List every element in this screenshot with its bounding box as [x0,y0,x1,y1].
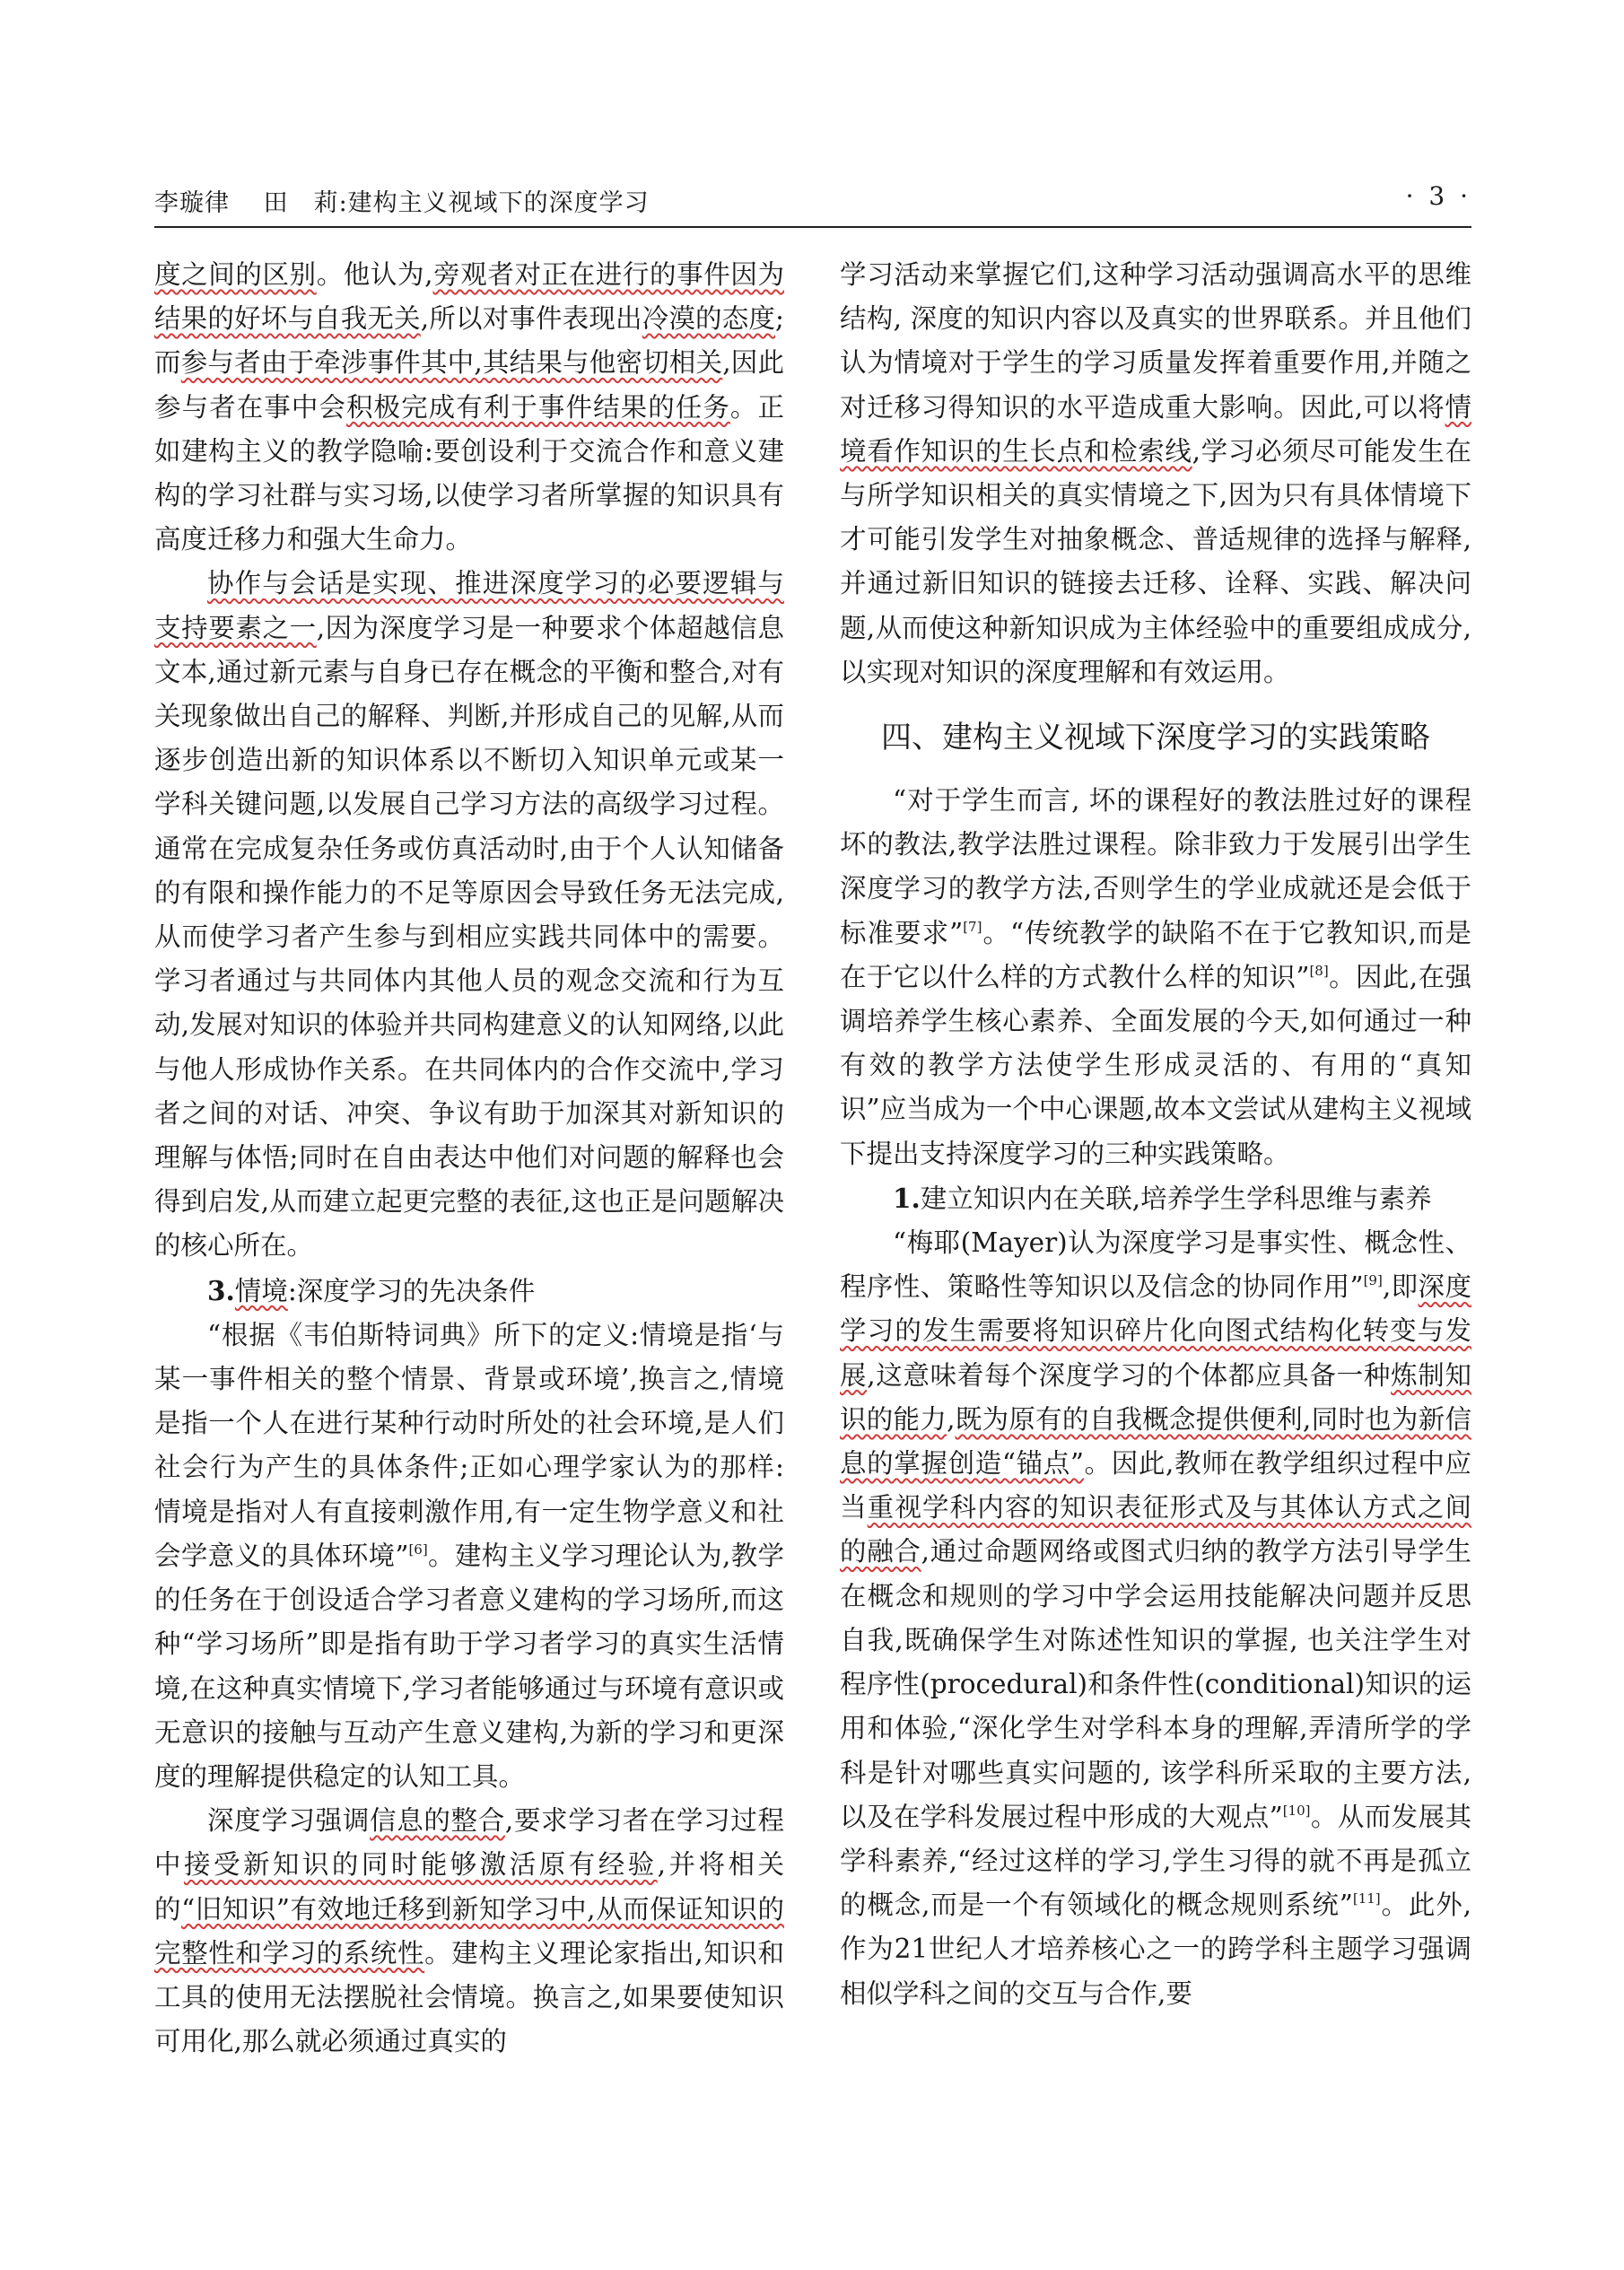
text-run: ,因此参与者在事中会 [154,347,784,423]
subsection-keyword: 情境 [234,1275,288,1306]
header-authors-title: 李璇律 田 莉:建构主义视域下的深度学习 [154,189,650,217]
underlined-text: 积极完成有利于事件结果的任务 [345,391,730,423]
underlined-text: 参与者由于牵涉事件其中,其结果与他密切相关 [180,347,723,379]
underlined-text: 旁观者对正在进行的事件因为结果的好坏与自我无关 [154,259,784,335]
text-run: 深度学习强调 [207,1805,371,1837]
text-run: ,通过命题网络或图式归纳的教学方法引导学生在概念和规则的学习中学会运用技能解决问题并反思自我,既确保学生对陈述性知识的掌握, 也关注学生对程序性(procedural)和条件性(conditional)知识的运用和体验,“深化学生对学科本身的理解,弄清所学的学科是针对哪些真实问题的, 该学科所采取的主要方法,以及在学科发展过程中形成的大观点” [840,1536,1471,1832]
text-run: ,因为深度学习是一种要求个体超越信息文本,通过新元素与自身已存在概念的平衡和整合,对有关现象做出自己的解释、判断,并形成自己的见解,从而逐步创造出新的知识体系以不断切入知识单元或某一学科关键问题,以发展自己学习方法的高级学习过程。通常在完成复杂任务或仿真活动时,由于个人认知储备的有限和操作能力的不足等原因会导致任务无法完成,从而使学习者产生参与到相应实践共同体中的需要。学习者通过与共同体内其他人员的观念交流和行为互动,发展对知识的体验并共同构建意义的认知网络,以此与他人形成协作关系。在共同体内的合作交流中,学习者之间的对话、冲突、争议有助于加深其对新知识的理解与体悟;同时在自由表达中他们对问题的解释也会得到启发,从而建立起更完整的表征,这也正是问题解决的核心所在。 [154,612,784,1262]
citation: [9] [1363,1272,1383,1289]
text-run: , [947,1403,956,1435]
text-run: “梅耶(Mayer)认为深度学习是事实性、概念性、程序性、策略性等知识以及信念的协同作用” [840,1227,1471,1303]
paragraph [154,1799,784,2064]
text-run: ;而 [154,303,784,379]
citation: [11] [1352,1890,1381,1908]
right-column [840,253,1471,2016]
paragraph [154,562,784,1268]
text-run: 。建构主义理论家指出,知识和工具的使用无法摆脱社会情境。换言之,如果要使知识可用化,那么就必须通过真实的 [154,1937,784,2057]
paragraph: “根据《韦伯斯特词典》所下的定义:情境是指‘与某一事件相关的整个情景、背景或环境’,换言之,情境是指一个人在进行某种行动时所处的社会环境,是人们社会行为产生的具体条件;正如心理学家认为的那样: 情境是指对人有直接刺激作用,有一定生物学意义和社会学意义的具体环境”[6]。建构主义学习理论认为,教学的任务在于创设适合学习者意义建构的学习场所,而这种“学习场所”即是指有助于学习者学习的真实生活情境,在这种真实情境下,学习者能够通过与环境有意识或无意识的接触与互动产生意义建构,为新的学习和更深度的理解提供稳定的认知工具。 [154,1319,784,1792]
underlined-text: 度之间的区别 [154,259,317,290]
text-run: ,这意味着每个深度学习的个体都应具备一种 [867,1359,1392,1391]
subsection-heading [154,1269,784,1314]
text-run: ,要求学习者在学习过程中 [154,1805,784,1881]
text-run: ,即 [1382,1271,1419,1303]
text-run: 。此外,作为21世纪人才培养核心之一的跨学科主题学习强调相似学科之间的交互与合作,要 [840,1890,1471,2009]
subsection-title: 建立知识内在关联,培养学生学科思维与素养 [920,1183,1432,1214]
text-run: ,学习必须尽可能发生在与所学知识相关的真实情境之下,因为只有具体情境下才可能引发学生对抽象概念、普适规律的选择与解释,并通过新旧知识的链接去迁移、诠释、实践、解决问题,从而使这种新知识成为主体经验中的重要组成成分,以实现对知识的深度理解和有效运用。 [840,435,1471,687]
underlined-text: 既为原有的自我概念提供便利,同时也为新信息的掌握创造“锚点” [840,1403,1471,1480]
underlined-text: 信息的整合 [370,1805,505,1837]
underlined-text: “旧知识”有效地迁移到新知学习中,从而保证知识的完整性和学习的系统性 [154,1893,784,1969]
running-header [154,179,1471,223]
page-number: · 3 · [1405,181,1471,211]
citation: [8] [1309,962,1329,979]
text-run: 学习活动来掌握它们,这种学习活动强调高水平的思维结构, 深度的知识内容以及真实的世界联系。并且他们认为情境对于学生的学习质量发挥着重要作用,并随之对迁移习得知识的水平造成重大影响。因此,可以将 [840,259,1471,423]
text-run: ,并将相关的 [154,1849,784,1925]
paragraph [840,253,1471,694]
text-run: 。他认为, [316,259,433,290]
citation: [7] [963,918,982,935]
underlined-text: 重视学科内容的知识表征形式及与其体认方式之间的融合 [840,1492,1471,1567]
underlined-text: 协作与会话是实现、推进深度学习的必要逻辑与支持要素之一 [154,568,784,643]
subsection-title: :深度学习的先决条件 [287,1275,536,1306]
citation: [6] [408,1541,428,1558]
underlined-text: 炼制知识的能力 [840,1359,1471,1435]
header-rule [154,226,1471,228]
section-heading: 四、建构主义视域下深度学习的实践策略 [881,720,1430,756]
citation: [10] [1282,1802,1311,1819]
underlined-text: 接受新知识的同时能够激活原有经验 [183,1849,658,1881]
underlined-text: 冷漠的态度 [642,303,776,335]
paragraph [154,253,784,562]
paragraph [840,1221,1471,2016]
paragraph: “对于学生而言, 坏的课程好的教法胜过好的课程坏的教法,教学法胜过课程。除非致力于发展引出学生深度学习的教学方法,否则学生的学业成就还是会低于标准要求”[7]。“传统教学的缺陷不在于它教知识,而是在于它以什么样的方式教什么样的知识”[8]。因此,在强调培养学生核心素养、全面发展的今天,如何通过一种有效的教学方法使学生形成灵活的、有用的“真知识”应当成为一个中心课题,故本文尝试从建构主义视域下提出支持深度学习的三种实践策略。 [840,785,1471,1169]
subsection-number: 1. [893,1182,921,1214]
text-run: 。因此,教师在教学组织过程中应当 [840,1448,1471,1524]
text-run: 。从而发展其学科素养,“经过这样的学习,学生习得的就不再是孤立的概念,而是一个有领域化的概念规则系统” [840,1801,1471,1921]
underlined-text: 情境看作知识的生长点和检索线 [840,391,1471,467]
left-column [154,253,784,2064]
underlined-text: 深度学习的发生需要将知识碎片化向图式结构化转变与发展 [840,1271,1471,1391]
subsection-number: 3. [207,1274,235,1306]
text-run: ,所以对事件表现出 [420,303,642,335]
text-run: 。正如建构主义的教学隐喻:要创设利于交流合作和意义建构的学习社群与实习场,以使学习者所掌握的知识具有高度迁移力和强大生命力。 [154,391,784,555]
subsection-heading [840,1176,1471,1221]
